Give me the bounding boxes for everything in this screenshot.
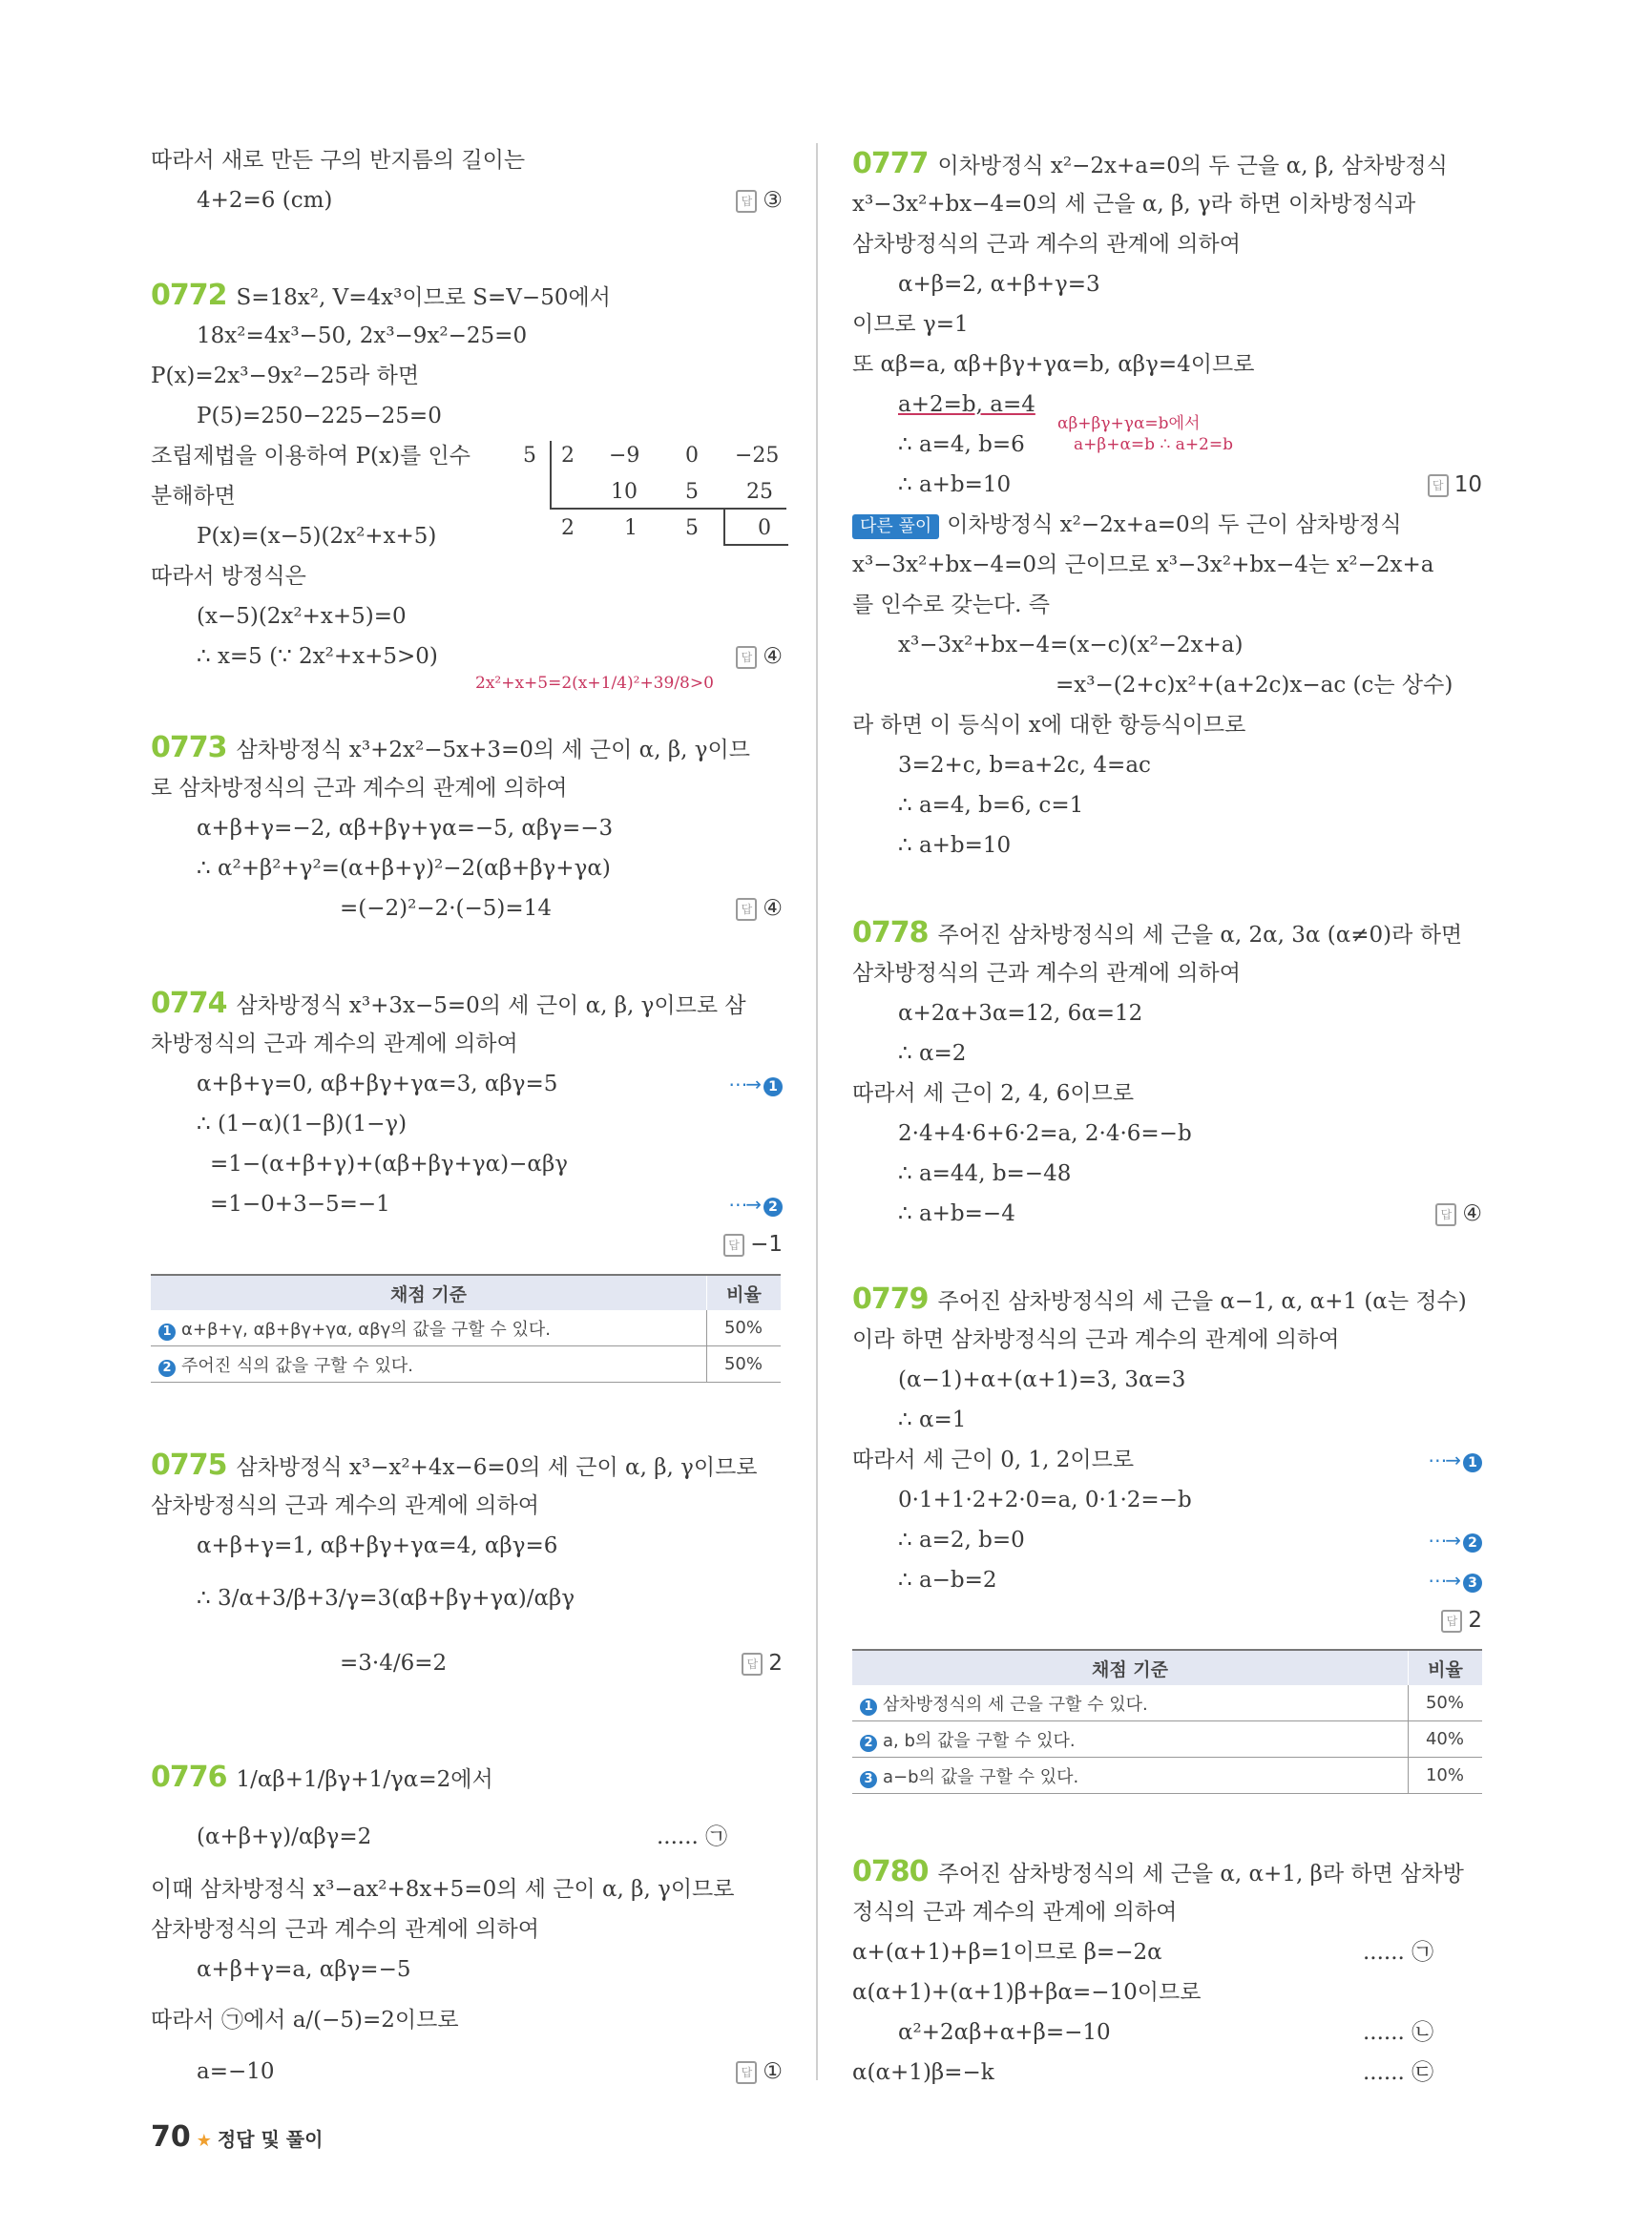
problem-0774-line6: =1−0+3−5=−1 <box>210 1192 390 1217</box>
problem-number: 0772 <box>151 279 227 312</box>
step-marker-2: ⋯→ 2 <box>728 1190 783 1219</box>
grading-header-ratio: 비율 <box>707 1275 782 1310</box>
problem-0776-line1: 0776 1/αβ+1/βγ+1/γα=2에서 <box>151 1761 493 1794</box>
problem-0773-line1: 0773 삼차방정식 x³+2x²−5x+3=0의 세 근이 α, β, γ이므 <box>151 731 750 764</box>
alternative-solution-line5: =x³−(2+c)x²+(a+2c)x−ac (c는 상수) <box>1056 673 1453 698</box>
problem-0777-line6: 또 αβ=a, αβ+βγ+γα=b, αβγ=4이므로 <box>852 352 1255 377</box>
problem-0773-line4: ∴ α²+β²+γ²=(α+β+γ)²−2(αβ+βγ+γα) <box>197 856 611 881</box>
problem-0777-line1: 0777 이차방정식 x²−2x+a=0의 두 근을 α, β, 삼차방정식 <box>852 147 1448 180</box>
grading-row: 1 α+β+γ, αβ+βγ+γα, αβγ의 값을 구할 수 있다. 50% <box>151 1310 781 1346</box>
answer-0778: 답 ④ <box>1435 1199 1482 1228</box>
grading-header-criteria: 채점 기준 <box>151 1275 707 1310</box>
problem-0772-line6: 분해하면 <box>151 484 236 509</box>
synthetic-cell: −9 <box>609 444 640 468</box>
intro-text: 따라서 새로 만든 구의 반지름의 길이는 <box>151 148 526 173</box>
problem-0777-line2: x³−3x²+bx−4=0의 세 근을 α, β, γ라 하면 이차방정식과 <box>852 192 1416 217</box>
alternative-solution-line8: ∴ a=4, b=6, c=1 <box>898 793 1084 818</box>
problem-0778-line7: ∴ a=44, b=−48 <box>898 1161 1072 1186</box>
grading-header-criteria: 채점 기준 <box>852 1650 1409 1685</box>
problem-0777-line4: α+β=2, α+β+γ=3 <box>898 272 1100 297</box>
alternative-solution-line1: 다른 풀이 이차방정식 x²−2x+a=0의 두 근이 삼차방정식 <box>852 511 1402 539</box>
answer-0779: 답 2 <box>1441 1606 1482 1635</box>
answer-icon: 답 <box>736 190 757 213</box>
answer-intro: 답 ③ <box>736 186 783 215</box>
problem-0780-line2: 정식의 근과 계수의 관계에 의하여 <box>852 1900 1178 1925</box>
problem-number: 0777 <box>852 147 929 180</box>
problem-0779-line5: 따라서 세 근이 0, 1, 2이므로 <box>852 1448 1135 1472</box>
problem-0772-line10: ∴ x=5 (∵ 2x²+x+5>0) <box>197 644 438 669</box>
synthetic-cell: 2 <box>561 516 575 540</box>
synthetic-root: 5 <box>523 444 536 468</box>
page-number: 70 <box>151 2120 191 2154</box>
grading-row: 2 a, b의 값을 구할 수 있다. 40% <box>852 1721 1482 1758</box>
grading-row: 2 주어진 식의 값을 구할 수 있다. 50% <box>151 1346 781 1383</box>
problem-0777-note2: a+β+α=b ∴ a+2=b <box>1074 435 1234 454</box>
problem-0773-line2: 로 삼차방정식의 근과 계수의 관계에 의하여 <box>151 776 568 801</box>
problem-0780-line3: α+(α+1)+β=1이므로 β=−2α <box>852 1940 1162 1965</box>
problem-0776-line2: (α+β+γ)/αβγ=2 <box>197 1824 372 1849</box>
problem-0774-line5: =1−(α+β+γ)+(αβ+βγ+γα)−αβγ <box>210 1152 568 1177</box>
answer-icon: 답 <box>742 1653 763 1676</box>
problem-0778-line5: 따라서 세 근이 2, 4, 6이므로 <box>852 1081 1135 1106</box>
problem-0778-line1: 0778 주어진 삼차방정식의 세 근을 α, 2α, 3α (α≠0)라 하면 <box>852 916 1463 949</box>
grading-table-0774 <box>151 1274 781 1383</box>
problem-0780-line1: 0780 주어진 삼차방정식의 세 근을 α, α+1, β라 하면 삼차방 <box>852 1855 1464 1888</box>
problem-0776-line7: a=−10 <box>197 2059 275 2084</box>
star-icon: ★ <box>196 2131 212 2151</box>
problem-number: 0774 <box>151 987 227 1020</box>
alternative-solution-line9: ∴ a+b=10 <box>898 833 1012 858</box>
problem-0772-line2: 18x²=4x³−50, 2x³−9x²−25=0 <box>197 323 528 348</box>
equation-mark-2: ...... ㉡ <box>1363 2020 1434 2045</box>
alternative-solution-line7: 3=2+c, b=a+2c, 4=ac <box>898 753 1151 778</box>
synthetic-cell: 0 <box>685 444 699 468</box>
problem-0778-line8: ∴ a+b=−4 <box>898 1201 1015 1226</box>
problem-0774-line3: α+β+γ=0, αβ+βγ+γα=3, αβγ=5 <box>197 1072 558 1096</box>
grading-row: 1 삼차방정식의 세 근을 구할 수 있다. 50% <box>852 1685 1482 1721</box>
problem-0773-line5: =(−2)²−2·(−5)=14 <box>340 896 552 921</box>
answer-0774: 답 −1 <box>723 1230 783 1259</box>
problem-0777-note1: αβ+βγ+γα=b에서 <box>1057 414 1201 433</box>
problem-number: 0779 <box>852 1282 929 1316</box>
answer-0775: 답 2 <box>742 1649 783 1678</box>
problem-number: 0773 <box>151 731 227 764</box>
problem-0779-line7: ∴ a=2, b=0 <box>898 1528 1025 1553</box>
step-marker-1: ⋯→ 1 <box>728 1070 783 1098</box>
problem-0774-line4: ∴ (1−α)(1−β)(1−γ) <box>197 1112 408 1136</box>
alternative-solution-line4: x³−3x²+bx−4=(x−c)(x²−2x+a) <box>898 633 1244 657</box>
problem-0772-line5: 조립제법을 이용하여 P(x)를 인수 <box>151 444 471 469</box>
problem-0772-line3: P(x)=2x³−9x²−25라 하면 <box>151 364 420 388</box>
problem-number: 0780 <box>852 1855 929 1888</box>
answer-icon: 답 <box>1441 1610 1462 1633</box>
footer-title: 정답 및 풀이 <box>217 2128 324 2151</box>
alternative-solution-line6: 라 하면 이 등식이 x에 대한 항등식이므로 <box>852 713 1246 738</box>
alternative-solution-tag: 다른 풀이 <box>852 514 939 539</box>
synthetic-cell: 5 <box>685 480 699 504</box>
answer-0776: 답 ① <box>736 2057 783 2086</box>
answer-0777: 답 10 <box>1428 470 1482 499</box>
problem-0778-line3: α+2α+3α=12, 6α=12 <box>898 1001 1143 1026</box>
alternative-solution-line2: x³−3x²+bx−4=0의 근이므로 x³−3x²+bx−4는 x²−2x+a <box>852 553 1434 577</box>
problem-0772-line4: P(5)=250−225−25=0 <box>197 404 442 428</box>
problem-0777-line9: ∴ a+b=10 <box>898 472 1012 497</box>
problem-0774-line1: 0774 삼차방정식 x³+3x−5=0의 세 근이 α, β, γ이므로 삼 <box>151 987 746 1020</box>
problem-0779-line8: ∴ a−b=2 <box>898 1568 997 1593</box>
problem-0779-line2: 이라 하면 삼차방정식의 근과 계수의 관계에 의하여 <box>852 1327 1340 1352</box>
column-divider <box>816 143 818 2080</box>
synthetic-cell: 0 <box>758 516 771 540</box>
synthetic-cell: 5 <box>685 516 699 540</box>
synthetic-cell: −25 <box>735 444 780 468</box>
problem-0775-line3: α+β+γ=1, αβ+βγ+γα=4, αβγ=6 <box>197 1533 558 1558</box>
problem-0779-line3: (α−1)+α+(α+1)=3, 3α=3 <box>898 1367 1186 1392</box>
grading-row: 3 a−b의 값을 구할 수 있다. 10% <box>852 1758 1482 1794</box>
problem-0778-line4: ∴ α=2 <box>898 1041 967 1066</box>
equation-mark-1: ...... ㉠ <box>657 1824 728 1849</box>
problem-0779-line1: 0779 주어진 삼차방정식의 세 근을 α−1, α, α+1 (α는 정수) <box>852 1282 1467 1316</box>
page-footer <box>151 2120 323 2154</box>
problem-0775-line1: 0775 삼차방정식 x³−x²+4x−6=0의 세 근이 α, β, γ이므로 <box>151 1449 758 1482</box>
synthetic-cell: 25 <box>746 480 773 504</box>
synthetic-cell: 2 <box>561 444 575 468</box>
synthetic-cell: 10 <box>611 480 638 504</box>
answer-icon: 답 <box>1428 474 1449 497</box>
problem-number: 0775 <box>151 1449 227 1482</box>
problem-0776-line3: 이때 삼차방정식 x³−ax²+8x+5=0의 세 근이 α, β, γ이므로 <box>151 1877 735 1902</box>
equation-mark-3: ...... ㉢ <box>1363 2060 1434 2085</box>
problem-0775-line4: ∴ 3/α+3/β+3/γ=3(αβ+βγ+γα)/αβγ <box>197 1586 575 1611</box>
answer-0773: 답 ④ <box>736 894 783 923</box>
answer-icon: 답 <box>1435 1203 1456 1226</box>
step-marker-2: ⋯→ 2 <box>1428 1526 1482 1554</box>
equation-mark-1: ...... ㉠ <box>1363 1940 1434 1965</box>
problem-number: 0778 <box>852 916 929 949</box>
problem-number: 0776 <box>151 1761 227 1794</box>
answer-icon: 답 <box>736 2061 757 2084</box>
problem-0772-line8: 따라서 방정식은 <box>151 564 306 589</box>
alternative-solution-line3: 를 인수로 갖는다. 즉 <box>852 593 1050 617</box>
answer-icon: 답 <box>736 898 757 921</box>
problem-0776-line4: 삼차방정식의 근과 계수의 관계에 의하여 <box>151 1917 539 1942</box>
problem-0775-line5: =3·4/6=2 <box>340 1651 448 1676</box>
problem-0780-line5: α²+2αβ+α+β=−10 <box>898 2020 1111 2045</box>
problem-0777-line3: 삼차방정식의 근과 계수의 관계에 의하여 <box>852 232 1241 257</box>
problem-0772-line9: (x−5)(2x²+x+5)=0 <box>197 604 407 629</box>
answer-0772: 답 ④ <box>736 642 783 671</box>
problem-0776-line5: α+β+γ=a, αβγ=−5 <box>197 1957 411 1982</box>
problem-0772-note: 2x²+x+5=2(x+1/4)²+39/8>0 <box>475 674 714 693</box>
step-marker-3: ⋯→ 3 <box>1428 1566 1482 1595</box>
problem-0777-line5: 이므로 γ=1 <box>852 312 969 337</box>
problem-0778-line2: 삼차방정식의 근과 계수의 관계에 의하여 <box>852 961 1241 986</box>
answer-icon: 답 <box>736 646 757 669</box>
answer-icon: 답 <box>723 1234 744 1257</box>
problem-0780-line6: α(α+1)β=−k <box>852 2060 994 2085</box>
problem-0777-line7: a+2=b, a=4 <box>898 392 1035 417</box>
problem-0780-line4: α(α+1)+(α+1)β+βα=−10이므로 <box>852 1980 1202 2005</box>
problem-0779-line6: 0·1+1·2+2·0=a, 0·1·2=−b <box>898 1488 1192 1512</box>
intro-result: 4+2=6 (cm) <box>197 188 333 213</box>
grading-header-ratio: 비율 <box>1409 1650 1483 1685</box>
problem-0773-line3: α+β+γ=−2, αβ+βγ+γα=−5, αβγ=−3 <box>197 816 614 841</box>
problem-0775-line2: 삼차방정식의 근과 계수의 관계에 의하여 <box>151 1493 539 1518</box>
problem-0772-line7: P(x)=(x−5)(2x²+x+5) <box>197 524 437 549</box>
grading-table-0779 <box>852 1649 1482 1794</box>
problem-0778-line6: 2·4+4·6+6·2=a, 2·4·6=−b <box>898 1121 1192 1146</box>
problem-0772-line1: 0772 S=18x², V=4x³이므로 S=V−50에서 <box>151 279 611 312</box>
problem-0777-line8: ∴ a=4, b=6 <box>898 432 1025 457</box>
problem-0774-line2: 차방정식의 근과 계수의 관계에 의하여 <box>151 1032 518 1056</box>
synthetic-cell: 1 <box>624 516 638 540</box>
problem-0776-line6: 따라서 ㉠에서 a/(−5)=2이므로 <box>151 2008 459 2033</box>
step-marker-1: ⋯→ 1 <box>1428 1446 1482 1474</box>
problem-0779-line4: ∴ α=1 <box>898 1407 967 1432</box>
